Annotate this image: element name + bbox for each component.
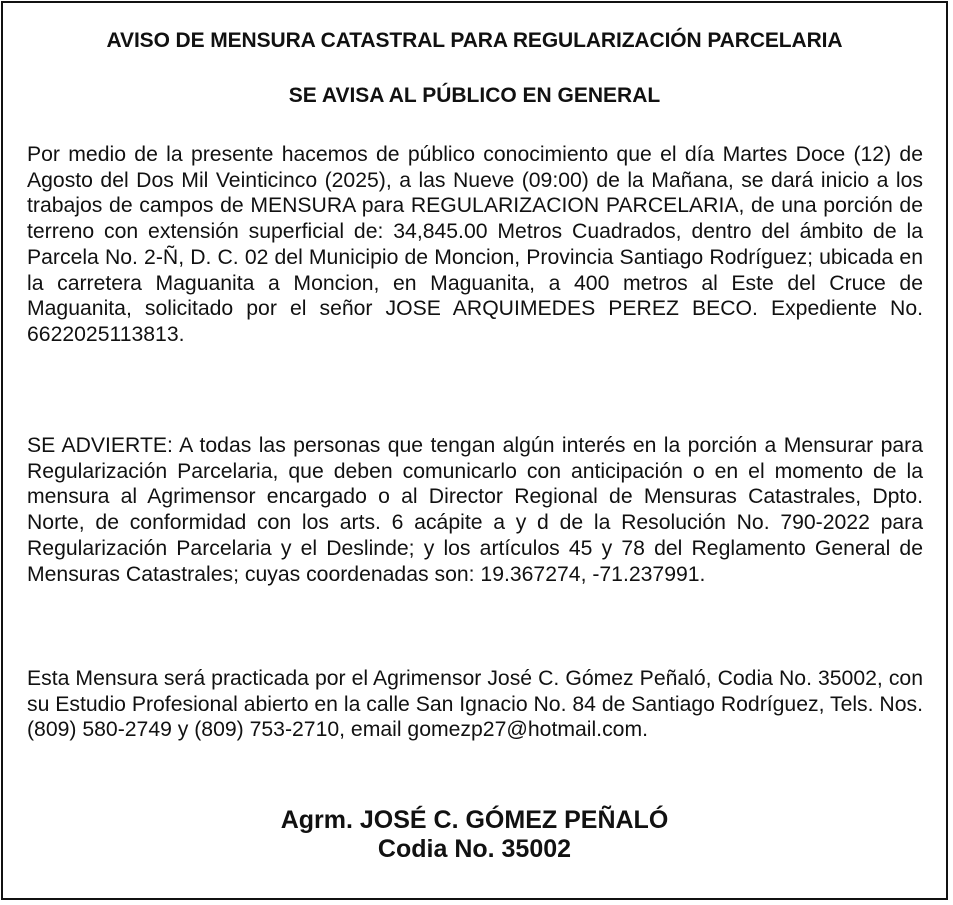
notice-frame [1, 1, 948, 900]
surveyor-paragraph: Esta Mensura será practicada por el Agrimensor José C. Gómez Peñaló, Codia No. 35002, con su Estudio Profesional abierto en la calle San Ignacio No. 84 de Santiago Rodríguez, Tels. Nos. (809) 580-2749 y (809) 753-2710, email gomezp27@hotmail.com. [27, 667, 923, 742]
announcement-paragraph: Por medio de la presente hacemos de público conocimiento que el día Martes Doce (12) de Agosto del Dos Mil Veinticinco (2025), a las Nueve (09:00) de la Mañana, se dará inicio a los trabajos de campos de MENSURA para REGULARIZACION PARCELARIA, de una porción de terreno con extensión superficial de: 34,845.00 Metros Cuadrados, dentro del ámbito de la Parcela No. 2-Ñ, D. C. 02 del Municipio de Moncion, Provincia Santiago Rodríguez; ubicada en la carretera Maguanita a Moncion, en Maguanita, a 400 metros al Este del Cruce de Maguanita, solicitado por el señor JOSE ARQUIMEDES PEREZ BECO. Expediente No. 6622025113813. [27, 143, 923, 346]
notice-subtitle: SE AVISA AL PÚBLICO EN GENERAL [288, 84, 661, 107]
signature-codia: Codia No. 35002 [377, 835, 572, 863]
warning-paragraph: SE ADVIERTE: A todas las personas que tengan algún interés en la porción a Mensurar para Regularización Parcelaria, que deben comunicarlo con anticipación o en el momento de la mensura al Agrimensor encargado o al Director Regional de Mensuras Catastrales, Dpto. Norte, de conformidad con los arts. 6 acápite a y d de la Resolución No. 790-2022 para Regularización Parcelaria y el Deslinde; y los artículos 45 y 78 del Reglamento General de Mensuras Catastrales; cuyas coordenadas son: 19.367274, -71.237991. [27, 434, 923, 586]
signature-block [3, 806, 946, 864]
signature-name: Agrm. JOSÉ C. GÓMEZ PEÑALÓ [280, 806, 669, 834]
notice-title: AVISO DE MENSURA CATASTRAL PARA REGULARIZACIÓN PARCELARIA [106, 29, 843, 52]
